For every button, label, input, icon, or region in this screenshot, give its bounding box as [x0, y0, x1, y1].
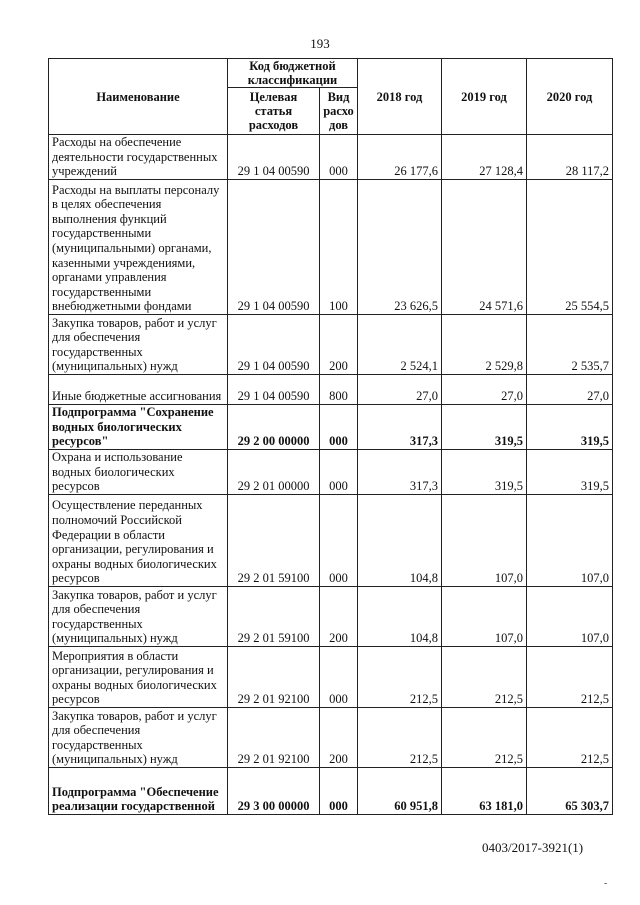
header-name: Наименование — [49, 59, 228, 135]
row-code-cell: 29 2 01 59100 — [228, 495, 320, 587]
row-2018-cell: 104,8 — [358, 587, 442, 647]
row-code-cell: 29 2 01 92100 — [228, 647, 320, 708]
row-name-cell: Иные бюджетные ассигнования — [49, 375, 228, 405]
row-name-cell: Закупка товаров, работ и услуг для обеспечения государственных (муниципальных) нужд — [49, 708, 228, 768]
row-2019-cell: 27 128,4 — [442, 135, 527, 180]
row-name-cell: Подпрограмма "Обеспечение реализации государственной — [49, 768, 228, 815]
row-code-cell: 29 1 04 00590 — [228, 375, 320, 405]
row-2019-cell: 107,0 — [442, 587, 527, 647]
row-type-cell: 000 — [320, 495, 358, 587]
row-name-cell: Расходы на выплаты персоналу в целях обеспечения выполнения функций государственными (муниципальными) органами, казенными учреждениями, органами управления государственными внебюджетными фондами — [49, 180, 228, 315]
corner-mark: - — [604, 878, 608, 889]
row-name-cell: Подпрограмма "Сохранение водных биологических ресурсов" — [49, 405, 228, 450]
row-2019-cell: 319,5 — [442, 405, 527, 450]
row-code-cell: 29 1 04 00590 — [228, 180, 320, 315]
row-2020-cell: 319,5 — [527, 450, 613, 495]
row-type-cell: 200 — [320, 315, 358, 375]
row-2020-cell: 212,5 — [527, 708, 613, 768]
row-name-cell: Закупка товаров, работ и услуг для обеспечения государственных (муниципальных) нужд — [49, 587, 228, 647]
row-type-cell: 000 — [320, 405, 358, 450]
row-name-cell: Охрана и использование водных биологических ресурсов — [49, 450, 228, 495]
header-target-article: Целевая статья расходов — [228, 88, 320, 135]
row-2019-cell: 63 181,0 — [442, 768, 527, 815]
row-type-cell: 000 — [320, 135, 358, 180]
row-2019-cell: 107,0 — [442, 495, 527, 587]
row-2018-cell: 317,3 — [358, 450, 442, 495]
table-row — [49, 708, 613, 768]
table-row — [49, 315, 613, 375]
row-code-cell: 29 2 01 00000 — [228, 450, 320, 495]
row-2019-cell: 319,5 — [442, 450, 527, 495]
row-2018-cell: 317,3 — [358, 405, 442, 450]
header-kbk: Код бюджетной классификации — [228, 59, 358, 88]
table-row — [49, 405, 613, 450]
row-code-cell: 29 2 00 00000 — [228, 405, 320, 450]
row-code-cell: 29 1 04 00590 — [228, 135, 320, 180]
table-row — [49, 450, 613, 495]
row-name-cell: Мероприятия в области организации, регулирования и охраны водных биологических ресурсов — [49, 647, 228, 708]
table-row — [49, 647, 613, 708]
row-code-cell: 29 1 04 00590 — [228, 315, 320, 375]
table-row — [49, 768, 613, 815]
row-2019-cell: 212,5 — [442, 708, 527, 768]
table-row — [49, 135, 613, 180]
row-2018-cell: 2 524,1 — [358, 315, 442, 375]
row-2020-cell: 107,0 — [527, 495, 613, 587]
row-2018-cell: 26 177,6 — [358, 135, 442, 180]
row-2019-cell: 27,0 — [442, 375, 527, 405]
row-2019-cell: 212,5 — [442, 647, 527, 708]
row-2020-cell: 2 535,7 — [527, 315, 613, 375]
row-2019-cell: 2 529,8 — [442, 315, 527, 375]
row-2020-cell: 107,0 — [527, 587, 613, 647]
row-type-cell: 000 — [320, 450, 358, 495]
budget-table — [48, 58, 613, 815]
row-name-cell: Закупка товаров, работ и услуг для обеспечения государственных (муниципальных) нужд — [49, 315, 228, 375]
header-expense-type: Вид расходов — [320, 88, 358, 135]
row-2020-cell: 212,5 — [527, 647, 613, 708]
row-2018-cell: 60 951,8 — [358, 768, 442, 815]
row-name-cell: Осуществление переданных полномочий Российской Федерации в области организации, регулирования и охраны водных биологических ресурсов — [49, 495, 228, 587]
row-code-cell: 29 2 01 92100 — [228, 708, 320, 768]
row-2020-cell: 27,0 — [527, 375, 613, 405]
row-code-cell: 29 3 00 00000 — [228, 768, 320, 815]
row-2018-cell: 212,5 — [358, 708, 442, 768]
row-2018-cell: 104,8 — [358, 495, 442, 587]
table-row — [49, 495, 613, 587]
header-2020: 2020 год — [527, 59, 613, 135]
table-row — [49, 587, 613, 647]
table-row — [49, 180, 613, 315]
table-body — [49, 135, 613, 815]
row-2018-cell: 23 626,5 — [358, 180, 442, 315]
row-2019-cell: 24 571,6 — [442, 180, 527, 315]
row-2020-cell: 28 117,2 — [527, 135, 613, 180]
row-type-cell: 100 — [320, 180, 358, 315]
row-type-cell: 200 — [320, 587, 358, 647]
row-2020-cell: 25 554,5 — [527, 180, 613, 315]
row-2020-cell: 65 303,7 — [527, 768, 613, 815]
row-2018-cell: 212,5 — [358, 647, 442, 708]
row-type-cell: 200 — [320, 708, 358, 768]
row-name-cell: Расходы на обеспечение деятельности государственных учреждений — [49, 135, 228, 180]
row-type-cell: 000 — [320, 647, 358, 708]
table-row — [49, 375, 613, 405]
header-2018: 2018 год — [358, 59, 442, 135]
row-type-cell: 800 — [320, 375, 358, 405]
row-2020-cell: 319,5 — [527, 405, 613, 450]
row-2018-cell: 27,0 — [358, 375, 442, 405]
page-number: 193 — [310, 36, 330, 51]
document-code: 0403/2017-3921(1) — [482, 840, 584, 855]
row-type-cell: 000 — [320, 768, 358, 815]
header-2019: 2019 год — [442, 59, 527, 135]
row-code-cell: 29 2 01 59100 — [228, 587, 320, 647]
